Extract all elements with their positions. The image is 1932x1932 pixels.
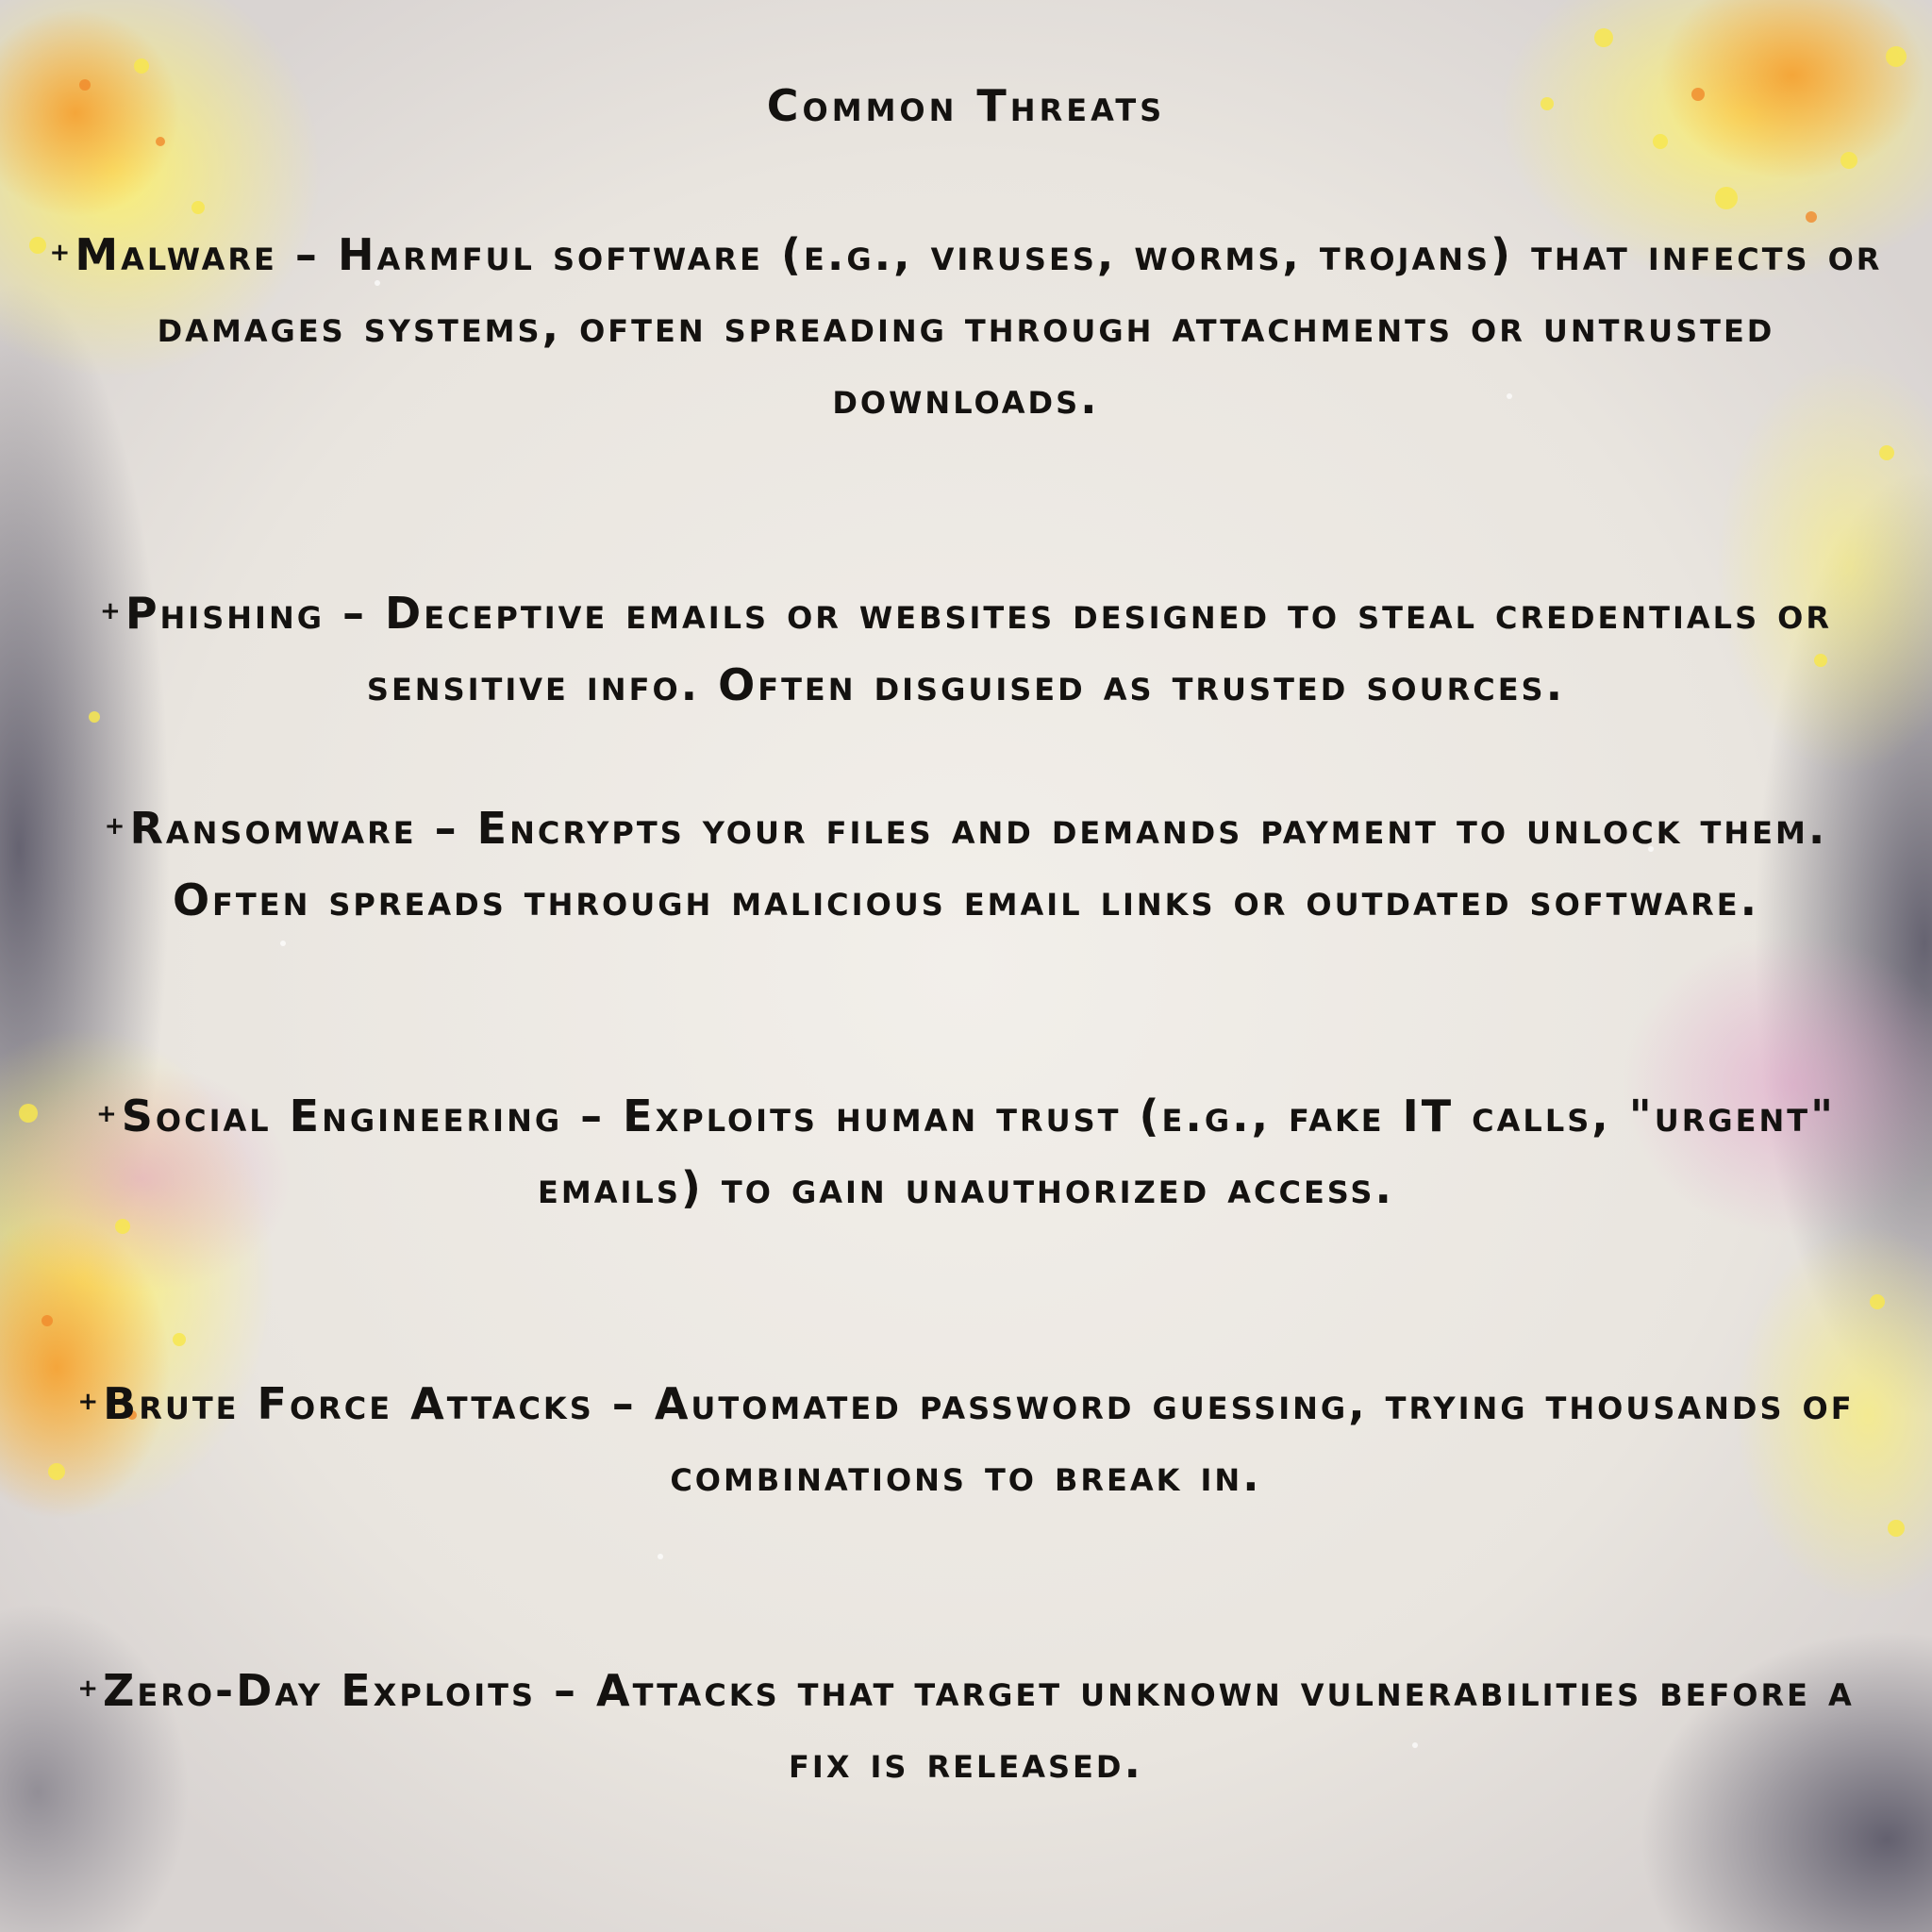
- bullet-icon: +: [100, 597, 124, 625]
- threat-separator: –: [593, 1378, 655, 1429]
- threat-name: Zero-Day Exploits: [103, 1665, 537, 1716]
- bullet-icon: +: [77, 1388, 102, 1416]
- threat-name: Brute Force Attacks: [103, 1378, 594, 1429]
- bullet-icon: +: [77, 1674, 101, 1703]
- threat-name: Malware: [75, 229, 277, 280]
- threat-separator: –: [276, 229, 338, 280]
- threat-separator: –: [562, 1091, 624, 1141]
- threat-description: Exploits human trust (e.g., fake IT calls, "urgent" emails) to gain unauthorized access.: [538, 1091, 1837, 1213]
- threat-separator: –: [536, 1665, 597, 1716]
- threat-item-phishing: [47, 575, 1885, 721]
- threat-item-social-engineering: [47, 1078, 1885, 1224]
- threat-item-malware: [47, 217, 1885, 434]
- threat-name: Phishing: [125, 588, 325, 639]
- threat-name: Social Engineering: [121, 1091, 563, 1141]
- bullet-icon: +: [104, 812, 128, 841]
- bullet-icon: +: [49, 239, 74, 267]
- threat-item-brute-force: [47, 1366, 1885, 1511]
- threat-description: Attacks that target unknown vulnerabilities before a fix is released.: [596, 1665, 1855, 1788]
- page-title: Common Threats: [766, 80, 1166, 131]
- threat-separator: –: [416, 803, 477, 854]
- threat-name: Ransomware: [129, 803, 417, 854]
- threat-description: Encrypts your files and demands payment to unlock them. Often spreads through malicious email links or outdated software.: [172, 803, 1828, 925]
- threat-separator: –: [325, 588, 386, 639]
- threat-description: Deceptive emails or websites designed to steal credentials or sensitive info. Often disguised as trusted sources.: [366, 588, 1832, 710]
- threat-description: Automated password guessing, trying thousands of combinations to break in.: [654, 1378, 1855, 1501]
- threat-item-ransomware: [47, 791, 1885, 936]
- threat-description: Harmful software (e.g., viruses, worms, trojans) that infects or damages systems, often spreading through attachments or untrusted downloads.: [157, 229, 1883, 424]
- threat-item-zero-day: [47, 1653, 1885, 1798]
- bullet-icon: +: [95, 1100, 120, 1128]
